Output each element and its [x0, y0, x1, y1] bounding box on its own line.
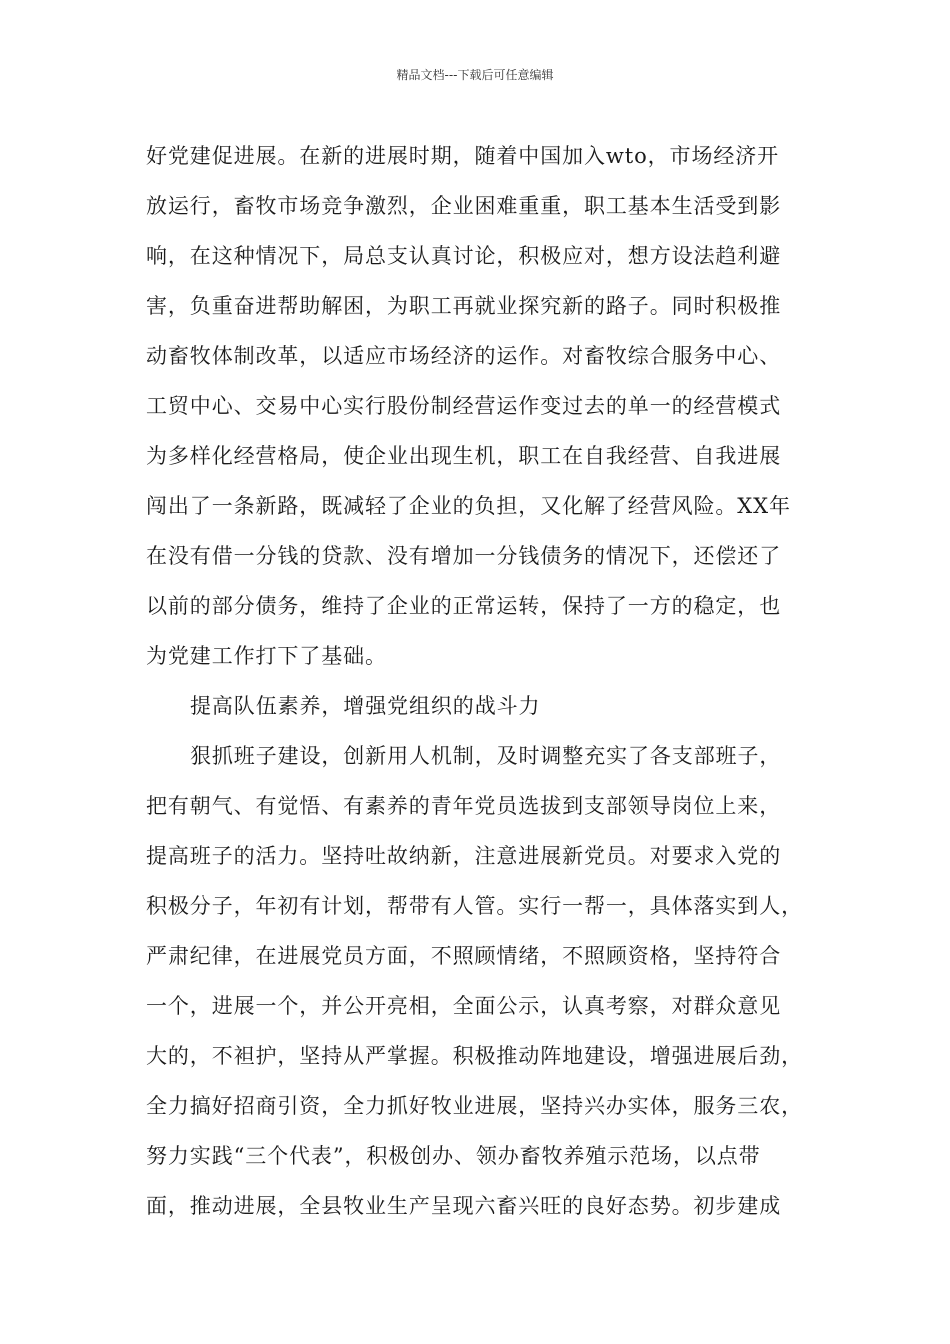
text-line: 响，在这种情况下，局总支认真讨论，积极应对，想方设法趋利避: [146, 244, 782, 268]
text-line: 一个，进展一个，并公开亮相，全面公示，认真考察，对群众意见: [146, 994, 782, 1018]
text-line: 大的，不袒护，坚持从严掌握。积极推动阵地建设，增强进展后劲，: [146, 1044, 803, 1068]
text-line: 全力搞好招商引资，全力抓好牧业进展，坚持兴办实体，服务三农，: [146, 1094, 803, 1118]
text-line: 以前的部分债务，维持了企业的正常运转，保持了一方的稳定，也: [146, 594, 782, 618]
text-line: 在没有借一分钱的贷款、没有增加一分钱债务的情况下，还偿还了: [146, 544, 782, 568]
text-line: 为党建工作打下了基础。: [146, 644, 387, 668]
text-line: 害，负重奋进帮助解困，为职工再就业探究新的路子。同时积极推: [146, 294, 782, 318]
text-line: 好党建促进展。在新的进展时期，随着中国加入wto，市场经济开: [146, 144, 780, 168]
text-line: 动畜牧体制改革，以适应市场经济的运作。对畜牧综合服务中心、: [146, 344, 782, 368]
page-header: 精品文档---下载后可任意编辑: [396, 68, 554, 82]
text-line: 工贸中心、交易中心实行股份制经营运作变过去的单一的经营模式: [146, 394, 782, 418]
text-line: 为多样化经营格局，使企业出现生机，职工在自我经营、自我进展: [146, 444, 782, 468]
text-line: 狠抓班子建设，创新用人机制，及时调整充实了各支部班子，: [190, 744, 782, 768]
text-line: 放运行，畜牧市场竞争激烈，企业困难重重，职工基本生活受到影: [146, 194, 782, 218]
text-line: 把有朝气、有觉悟、有素养的青年党员选拔到支部领导岗位上来，: [146, 794, 782, 818]
text-line: 闯出了一条新路，既减轻了企业的负担，又化解了经营风险。XX年: [146, 494, 791, 518]
text-line: 提高班子的活力。坚持吐故纳新，注意进展新党员。对要求入党的: [146, 844, 782, 868]
document-body: [146, 131, 826, 1231]
text-line: 努力实践“三个代表”，积极创办、领办畜牧养殖示范场，以点带: [146, 1144, 761, 1168]
text-line: 面，推动进展，全县牧业生产呈现六畜兴旺的良好态势。初步建成: [146, 1194, 782, 1218]
text-line: 严肃纪律，在进展党员方面，不照顾情绪，不照顾资格，坚持符合: [146, 944, 782, 968]
text-line: 积极分子，年初有计划，帮带有人管。实行一帮一，具体落实到人，: [146, 894, 803, 918]
section-heading: 提高队伍素养，增强党组织的战斗力: [190, 694, 541, 718]
